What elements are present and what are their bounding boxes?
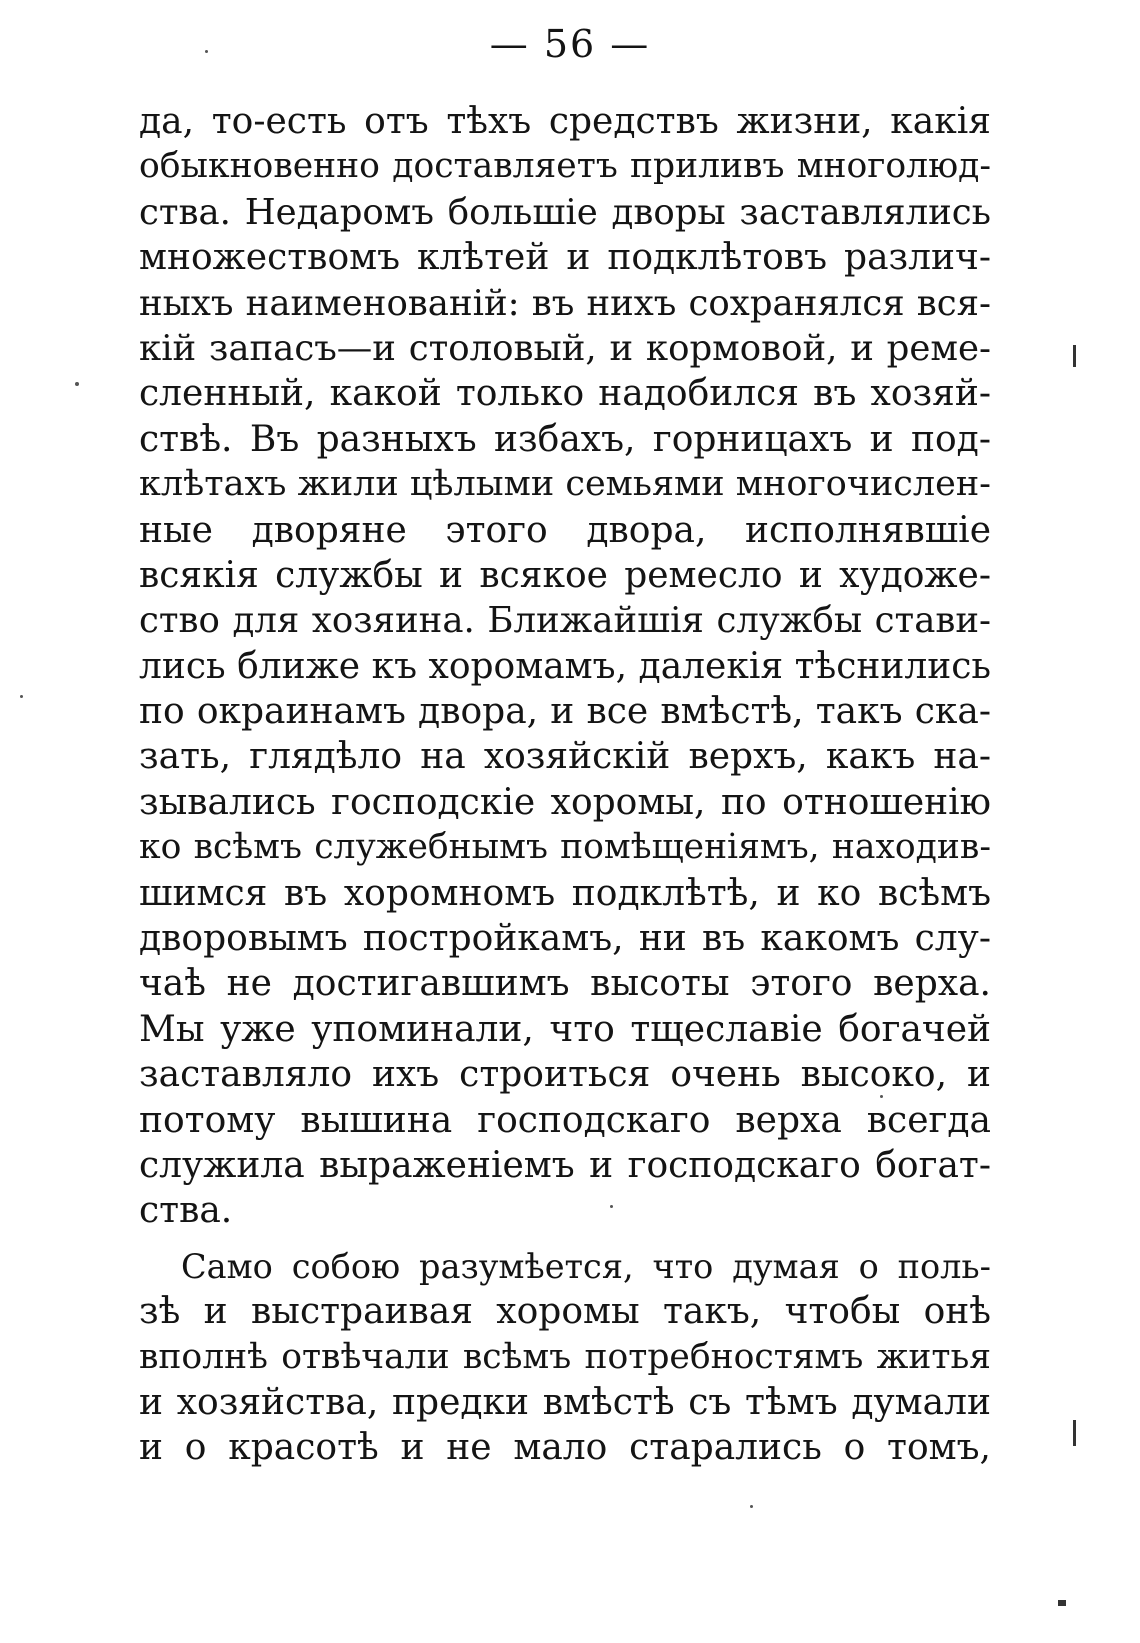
text-line: и хозяйства, предки вмѣстѣ съ тѣмъ думали [139, 1381, 991, 1423]
text-line: ко всѣмъ служебнымъ помѣщеніямъ, находив- [139, 827, 991, 868]
scan-speck [75, 382, 79, 386]
text-line: лись ближе къ хоромамъ, далекія тѣснились [139, 645, 991, 687]
text-line: Само собою разумѣется, что думая о поль- [181, 1246, 991, 1286]
text-line: шимся въ хоромномъ подклѣтѣ, и ко всѣмъ [139, 872, 991, 914]
text-line: потому вышина господскаго верха всегда [139, 1099, 991, 1141]
text-line: Мы уже упоминали, что тщеславіе богачей [139, 1008, 991, 1050]
text-line: и о красотѣ и не мало старались о томъ, [139, 1427, 991, 1469]
text-line: кій запасъ—и столовый, и кормовой, и реме- [139, 327, 991, 369]
text-line: служила выраженіемъ и господскаго богат- [139, 1144, 991, 1186]
text-line: дворовымъ постройкамъ, ни въ какомъ слу- [139, 918, 991, 960]
text-line: заставляло ихъ строиться очень высоко, и [139, 1054, 991, 1096]
text-line: вполнѣ отвѣчали всѣмъ потребностямъ житья [139, 1336, 991, 1377]
text-line: ства. [139, 1190, 233, 1232]
text-line: зывались господскіе хоромы, по отношенію [139, 781, 991, 823]
text-line: чаѣ не достигавшимъ высоты этого верха. [139, 963, 991, 1005]
text-line: ство для хозяина. Ближайшія службы стави- [139, 600, 991, 642]
paragraph-2 [139, 1244, 991, 1471]
paragraph-1 [139, 99, 991, 1234]
text-line: зѣ и выстраивая хоромы такъ, чтобы онѣ [139, 1291, 991, 1333]
text-line: обыкновенно доставляетъ приливъ многолюд- [139, 146, 991, 187]
text-line: всякія службы и всякое ремесло и художе- [139, 554, 991, 596]
scan-speck [750, 1505, 753, 1508]
scan-speck [610, 1205, 613, 1208]
text-line: да, то-есть отъ тѣхъ средствъ жизни, какія [139, 101, 991, 142]
scan-edge-mark [1058, 1600, 1066, 1606]
scan-edge-mark [1073, 345, 1076, 367]
text-line: ные дворяне этого двора, исполнявшіе [139, 509, 991, 551]
scan-edge-mark [1073, 1420, 1076, 1446]
page-number: — 56 — [489, 22, 651, 66]
text-line: по окраинамъ двора, и все вмѣстѣ, такъ ска- [139, 691, 991, 733]
scan-speck [20, 695, 23, 698]
text-line: ства. Недаромъ большіе дворы заставлялись [139, 191, 991, 233]
paragraph-gap [139, 1234, 991, 1244]
text-line: клѣтахъ жили цѣлыми семьями многочислен- [139, 464, 991, 505]
body-text [139, 99, 991, 1471]
text-line: сленный, какой только надобился въ хозяй- [139, 373, 991, 415]
scan-speck [205, 50, 208, 53]
text-line: ствѣ. Въ разныхъ избахъ, горницахъ и под- [139, 418, 991, 460]
text-line: ныхъ наименованій: въ нихъ сохранялся вся- [139, 282, 991, 324]
text-line: множествомъ клѣтей и подклѣтовъ различ- [139, 237, 991, 279]
scan-speck [880, 1095, 883, 1098]
text-line: зать, глядѣло на хозяйскій верхъ, какъ на- [139, 736, 991, 778]
